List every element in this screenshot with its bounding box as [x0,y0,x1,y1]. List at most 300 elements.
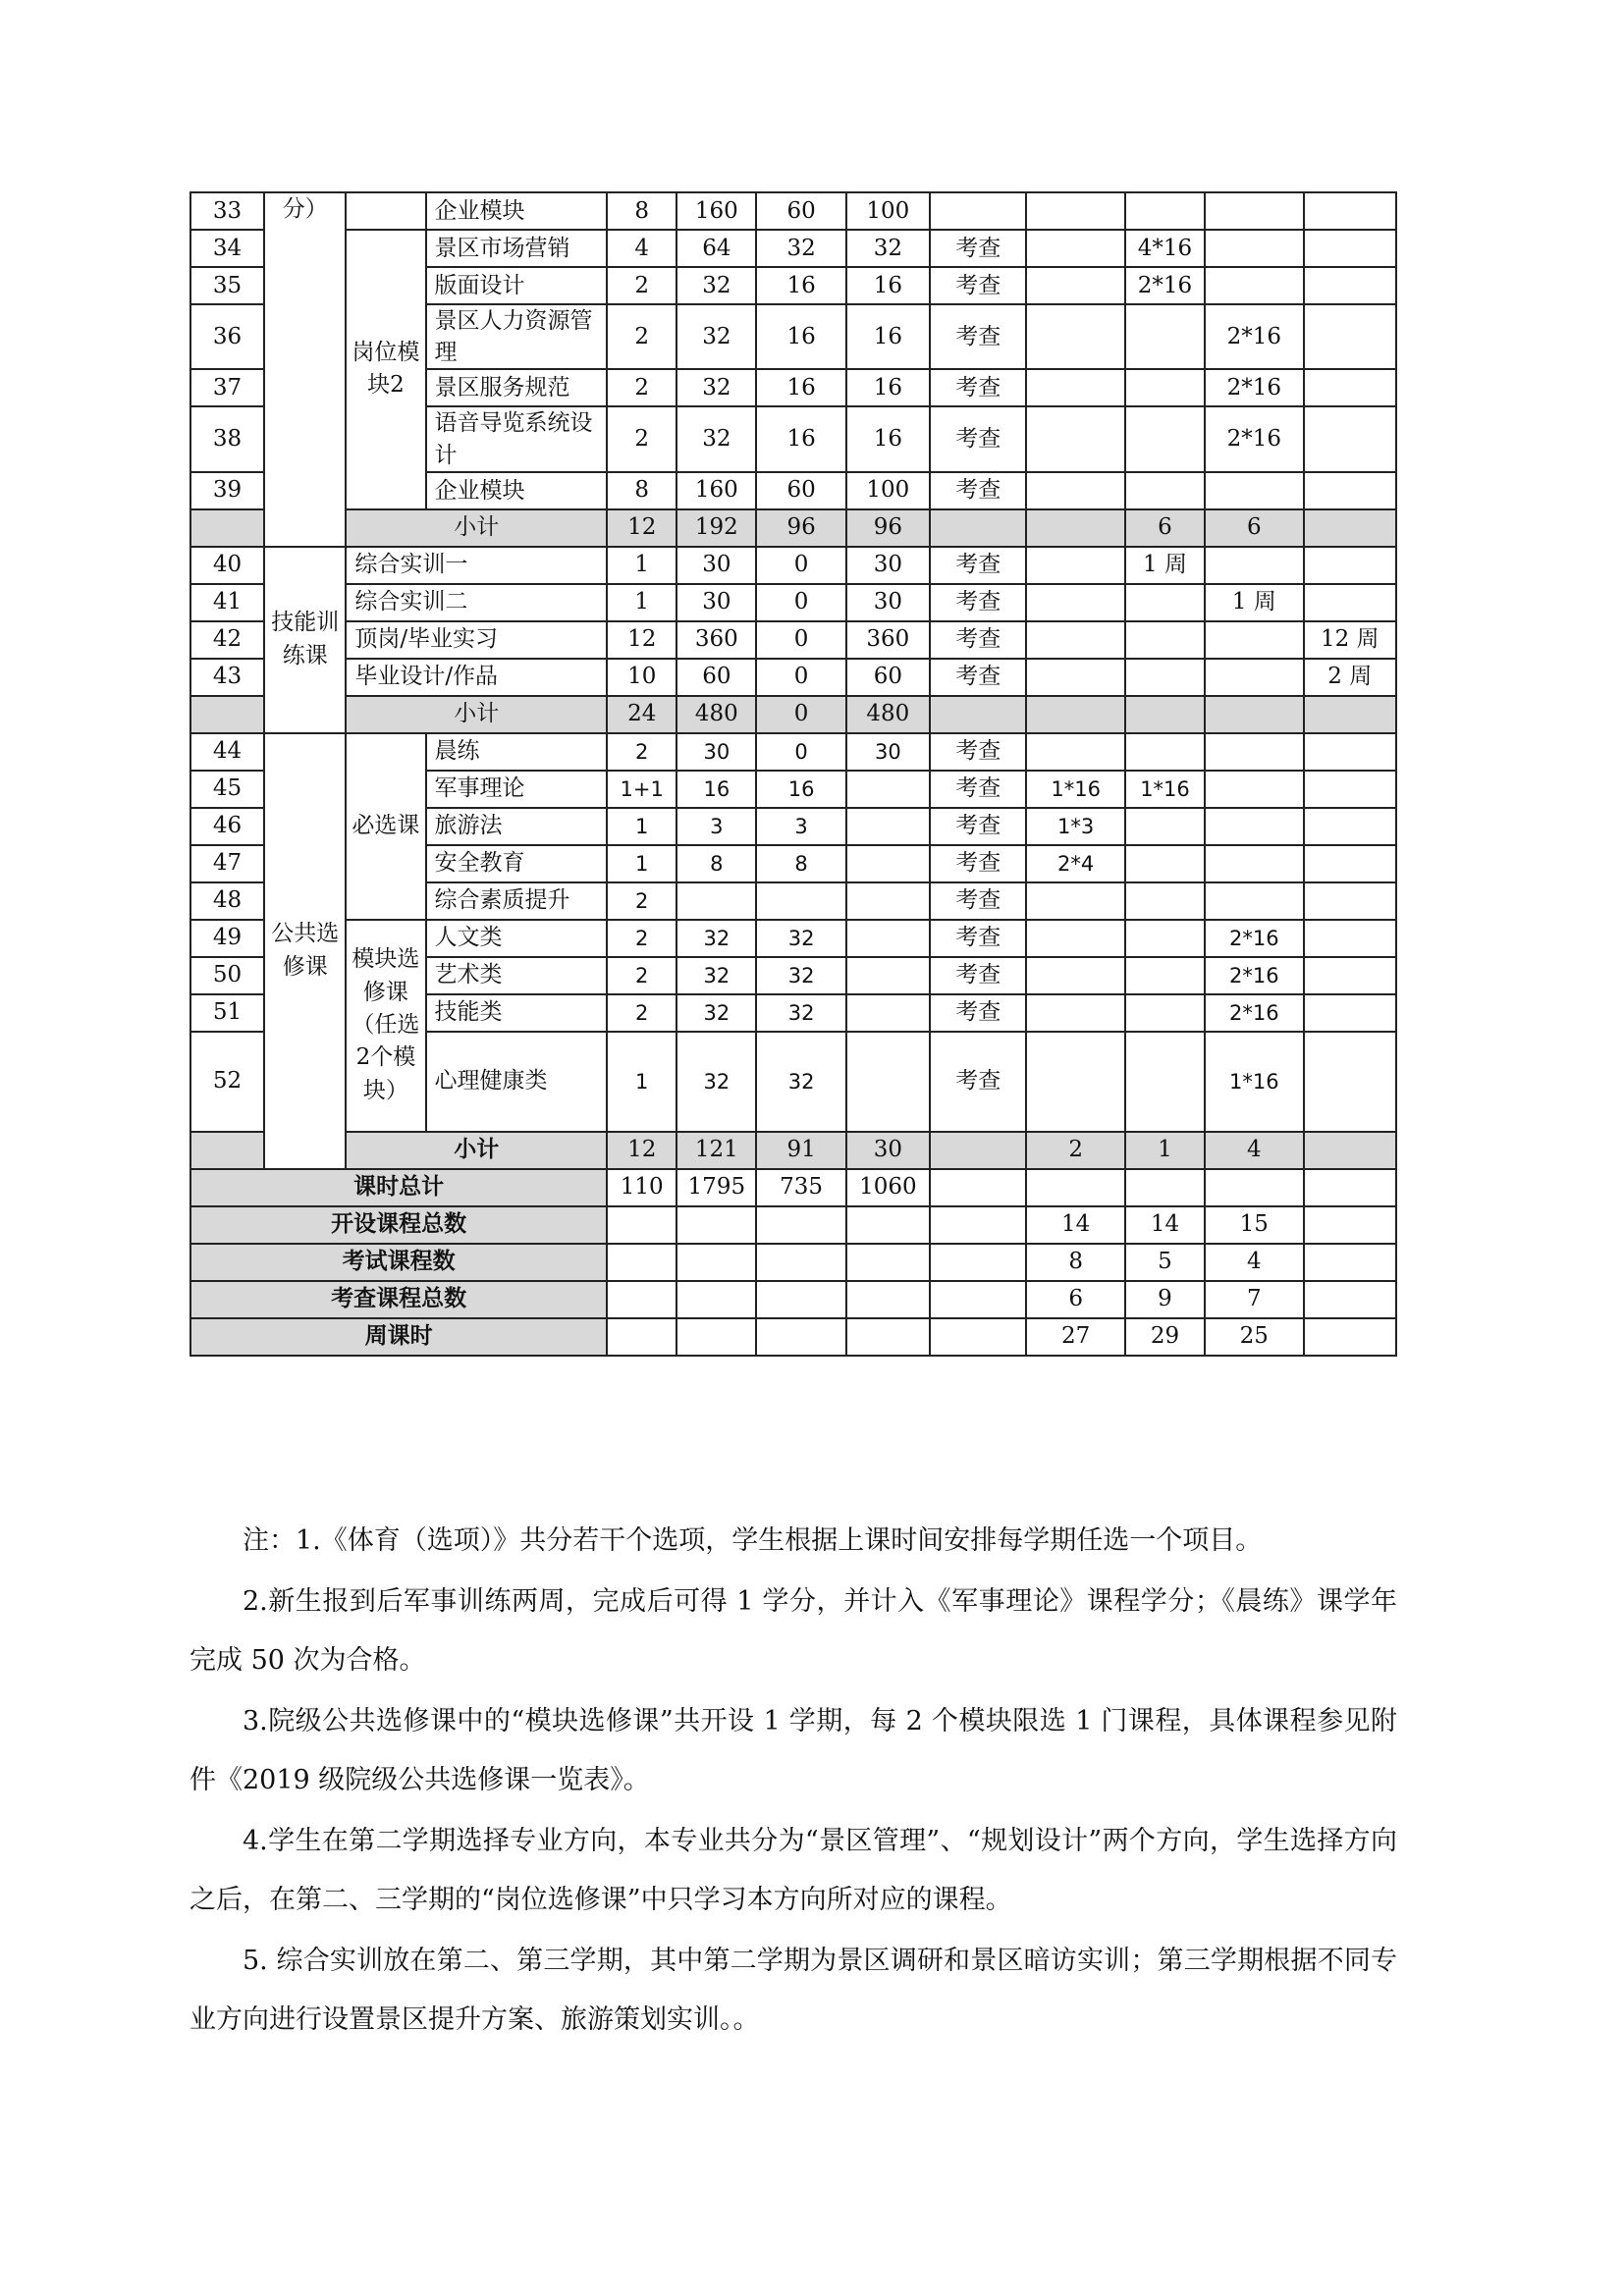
cell-semester-s2 [1125,406,1205,471]
cell-theory [756,882,845,920]
table-row [190,920,1396,957]
cell-semester-s4 [1304,1318,1396,1356]
cell-theory: 0 [756,659,845,696]
cell-semester-s2 [1125,957,1205,994]
cell-total: 32 [676,406,756,471]
cell-semester-s1 [1026,304,1124,369]
cell-practice: 16 [846,406,930,471]
cell-course-name: 综合实训二 [346,584,607,621]
cell-semester-s4 [1304,845,1396,882]
cell-practice: 1060 [846,1169,930,1206]
cell-semester-s4 [1304,584,1396,621]
cell-theory: 735 [756,1169,845,1206]
cell-semester-s1 [1026,659,1124,696]
cell-course-name: 版面设计 [426,267,608,304]
cell-course-name: 人文类 [426,920,608,957]
cell-semester-s1 [1026,584,1124,621]
cell-semester-s2 [1125,659,1205,696]
cell-theory: 60 [756,192,845,230]
cell-practice [846,1318,930,1356]
cell-total: 30 [676,547,756,584]
cell-semester-s3 [1205,696,1303,733]
cell-semester-s2 [1125,808,1205,845]
cell-total: 64 [676,230,756,267]
cell-practice: 16 [846,304,930,369]
cell-theory: 32 [756,957,845,994]
cell-total: 30 [676,733,756,771]
cell-credit [607,1244,676,1281]
note-4: 4.学生在第二学期选择专业方向，本专业共分为“景区管理”、“规划设计”两个方向，学生选择方向之后，在第二、三学期的“岗位选修课”中只学习本方向所对应的课程。 [189,1826,1397,1915]
cell-semester-s3 [1205,192,1303,230]
cell-assessment [930,696,1026,733]
cell-semester-s2 [1125,1169,1205,1206]
module-cell-elective: 模块选修课（任选2个模块） [346,920,425,1132]
cell-assessment: 考查 [930,230,1026,267]
cell-semester-s3: 2*16 [1205,920,1303,957]
cell-practice [846,920,930,957]
cell-credit: 24 [607,696,676,733]
cell-semester-s3: 4 [1205,1132,1303,1169]
cell-assessment: 考查 [930,406,1026,471]
cell-semester-s4 [1304,304,1396,369]
cell-total: 192 [676,509,756,547]
cell-credit: 4 [607,230,676,267]
cell-total: 32 [676,304,756,369]
cell-credit: 12 [607,509,676,547]
cell-semester-s3 [1205,621,1303,659]
cell-index: 39 [190,472,264,509]
cell-practice [846,1244,930,1281]
cell-credit: 1 [607,1032,676,1132]
cell-semester-s2 [1125,733,1205,771]
cell-theory [756,1281,845,1318]
cell-total: 160 [676,472,756,509]
cell-semester-s3: 2*16 [1205,406,1303,471]
cell-semester-s4 [1304,547,1396,584]
cell-practice: 100 [846,472,930,509]
cell-course-name: 综合实训一 [346,547,607,584]
cell-practice: 30 [846,584,930,621]
subtotal-label: 小计 [346,696,607,733]
table-row [190,192,1396,230]
cell-semester-s4 [1304,1206,1396,1244]
cell-index: 35 [190,267,264,304]
category-cell: 公共选修课 [264,733,346,1169]
cell-semester-s3: 6 [1205,509,1303,547]
cell-semester-s3 [1205,1169,1303,1206]
cell-practice: 16 [846,369,930,406]
cell-practice [846,845,930,882]
cell-total: 16 [676,771,756,808]
cell-practice: 100 [846,192,930,230]
cell-assessment: 考查 [930,621,1026,659]
cell-credit: 1 [607,808,676,845]
cell-semester-s1: 1*3 [1026,808,1124,845]
cell-course-name: 军事理论 [426,771,608,808]
cell-total: 3 [676,808,756,845]
cell-semester-s4 [1304,1132,1396,1169]
cell-course-name: 技能类 [426,994,608,1032]
cell-course-name: 语音导览系统设计 [426,406,608,471]
cell-semester-s1: 2 [1026,1132,1124,1169]
cell-index: 46 [190,808,264,845]
cell-semester-s2 [1125,845,1205,882]
cell-total: 121 [676,1132,756,1169]
cell-total: 360 [676,621,756,659]
cell-semester-s1 [1026,267,1124,304]
cell-index: 41 [190,584,264,621]
cell-semester-s1 [1026,509,1124,547]
table-row [190,230,1396,267]
cell-semester-s4 [1304,957,1396,994]
subtotal-label: 小计 [346,509,607,547]
cell-index: 48 [190,882,264,920]
cell-index: 34 [190,230,264,267]
cell-credit: 10 [607,659,676,696]
cell-total: 60 [676,659,756,696]
cell-semester-s3: 4 [1205,1244,1303,1281]
cell-semester-s2 [1125,882,1205,920]
cell-practice: 360 [846,621,930,659]
cell-semester-s1 [1026,406,1124,471]
cell-semester-s4 [1304,369,1396,406]
cell-theory: 32 [756,920,845,957]
module-cell: 岗位模块2 [346,230,425,509]
cell-semester-s1 [1026,369,1124,406]
cell-index: 45 [190,771,264,808]
cell-credit: 12 [607,621,676,659]
cell-semester-s2: 4*16 [1125,230,1205,267]
cell-semester-s3: 1*16 [1205,1032,1303,1132]
cell-index: 37 [190,369,264,406]
cell-credit: 2 [607,920,676,957]
cell-semester-s2 [1125,920,1205,957]
cell-semester-s2 [1125,192,1205,230]
cell-index: 33 [190,192,264,230]
cell-course-name: 艺术类 [426,957,608,994]
cell-practice: 32 [846,230,930,267]
cell-semester-s1 [1026,920,1124,957]
cell-theory: 16 [756,267,845,304]
cell-credit: 2 [607,304,676,369]
cell-course-name: 景区服务规范 [426,369,608,406]
cell-theory: 91 [756,1132,845,1169]
cell-practice [846,771,930,808]
cell-assessment: 考查 [930,994,1026,1032]
summary-label: 考试课程数 [190,1244,607,1281]
cell-index-empty [190,1132,264,1169]
cell-course-name: 企业模块 [426,192,608,230]
cell-semester-s2: 2*16 [1125,267,1205,304]
cell-semester-s3: 25 [1205,1318,1303,1356]
cell-semester-s1: 6 [1026,1281,1124,1318]
summary-row [190,1206,1396,1244]
category-cell: 技能训练课 [264,547,346,733]
cell-assessment: 考查 [930,920,1026,957]
table-row [190,733,1396,771]
cell-credit [607,1318,676,1356]
cell-semester-s4 [1304,230,1396,267]
cell-practice: 30 [846,547,930,584]
cell-practice: 30 [846,733,930,771]
summary-row [190,1169,1396,1206]
cell-practice [846,882,930,920]
cell-assessment: 考查 [930,845,1026,882]
table-row [190,584,1396,621]
cell-semester-s1 [1026,472,1124,509]
cell-index: 40 [190,547,264,584]
cell-semester-s4 [1304,1244,1396,1281]
cell-semester-s1 [1026,230,1124,267]
cell-semester-s3 [1205,771,1303,808]
cell-assessment [930,1281,1026,1318]
cell-credit: 2 [607,882,676,920]
cell-assessment: 考查 [930,547,1026,584]
summary-row [190,1281,1396,1318]
cell-semester-s2: 6 [1125,509,1205,547]
cell-semester-s1: 27 [1026,1318,1124,1356]
cell-credit: 8 [607,192,676,230]
cell-assessment: 考查 [930,584,1026,621]
cell-course-name: 景区市场营销 [426,230,608,267]
cell-index: 47 [190,845,264,882]
cell-index: 44 [190,733,264,771]
cell-credit: 1 [607,845,676,882]
cell-credit [607,1281,676,1318]
cell-index: 43 [190,659,264,696]
cell-index: 38 [190,406,264,471]
cell-practice: 60 [846,659,930,696]
cell-assessment: 考查 [930,659,1026,696]
cell-theory: 60 [756,472,845,509]
table-body [190,192,1396,1356]
cell-total [676,1244,756,1281]
module-cell-empty [346,192,425,230]
cell-credit: 2 [607,406,676,471]
cell-assessment: 考查 [930,267,1026,304]
cell-practice: 16 [846,267,930,304]
cell-theory: 32 [756,230,845,267]
cell-index: 50 [190,957,264,994]
cell-theory: 16 [756,406,845,471]
cell-practice [846,808,930,845]
cell-semester-s1 [1026,621,1124,659]
cell-semester-s3: 2*16 [1205,957,1303,994]
cell-semester-s1 [1026,547,1124,584]
cell-semester-s2: 9 [1125,1281,1205,1318]
cell-total: 32 [676,957,756,994]
note-5: 5. 综合实训放在第二、第三学期，其中第二学期为景区调研和景区暗访实训；第三学期根据不同专业方向进行设置景区提升方案、旅游策划实训。。 [189,1946,1397,2035]
cell-theory: 8 [756,845,845,882]
cell-assessment: 考查 [930,808,1026,845]
cell-credit: 2 [607,733,676,771]
cell-semester-s4 [1304,994,1396,1032]
cell-assessment: 考查 [930,733,1026,771]
cell-semester-s2: 5 [1125,1244,1205,1281]
cell-assessment [930,192,1026,230]
cell-assessment [930,1206,1026,1244]
cell-semester-s2 [1125,696,1205,733]
table-row [190,547,1396,584]
cell-semester-s2: 1*16 [1125,771,1205,808]
cell-semester-s4 [1304,1169,1396,1206]
cell-credit: 2 [607,369,676,406]
cell-assessment [930,1318,1026,1356]
cell-assessment: 考查 [930,882,1026,920]
cell-semester-s2: 29 [1125,1318,1205,1356]
module-cell-required: 必选课 [346,733,425,920]
cell-theory: 16 [756,304,845,369]
cell-semester-s4 [1304,472,1396,509]
cell-semester-s3: 1 周 [1205,584,1303,621]
cell-semester-s1 [1026,696,1124,733]
cell-semester-s3: 2*16 [1205,994,1303,1032]
cell-total: 1795 [676,1169,756,1206]
cell-semester-s1 [1026,994,1124,1032]
summary-label: 周课时 [190,1318,607,1356]
summary-label: 考查课程总数 [190,1281,607,1318]
cell-semester-s2 [1125,1032,1205,1132]
subtotal-row [190,1132,1396,1169]
cell-semester-s3 [1205,659,1303,696]
cell-practice: 96 [846,509,930,547]
cell-practice [846,1206,930,1244]
cell-credit: 2 [607,994,676,1032]
cell-semester-s3: 2*16 [1205,304,1303,369]
cell-semester-s4 [1304,808,1396,845]
cell-semester-s3 [1205,230,1303,267]
cell-index: 52 [190,1032,264,1132]
cell-practice: 480 [846,696,930,733]
cell-semester-s1 [1026,1169,1124,1206]
cell-index: 49 [190,920,264,957]
cell-assessment: 考查 [930,304,1026,369]
summary-label: 开设课程总数 [190,1206,607,1244]
subtotal-label: 小计 [346,1132,607,1169]
cell-semester-s3 [1205,472,1303,509]
cell-semester-s3 [1205,845,1303,882]
cell-semester-s3 [1205,547,1303,584]
cell-practice [846,1281,930,1318]
cell-theory: 32 [756,994,845,1032]
cell-total: 32 [676,1032,756,1132]
cell-semester-s1 [1026,733,1124,771]
cell-course-name: 毕业设计/作品 [346,659,607,696]
cell-index: 42 [190,621,264,659]
cell-course-name: 顶岗/毕业实习 [346,621,607,659]
cell-semester-s1 [1026,192,1124,230]
cell-credit: 8 [607,472,676,509]
cell-total: 32 [676,369,756,406]
cell-semester-s2 [1125,621,1205,659]
cell-course-name: 综合素质提升 [426,882,608,920]
cell-semester-s1: 1*16 [1026,771,1124,808]
cell-assessment [930,1244,1026,1281]
cell-practice [846,994,930,1032]
cell-theory: 0 [756,584,845,621]
cell-semester-s1 [1026,882,1124,920]
cell-semester-s2: 14 [1125,1206,1205,1244]
cell-semester-s2 [1125,369,1205,406]
cell-semester-s4 [1304,696,1396,733]
cell-total [676,1206,756,1244]
notes-section [189,1512,1397,2052]
table-row [190,659,1396,696]
cell-semester-s3: 7 [1205,1281,1303,1318]
cell-assessment: 考查 [930,771,1026,808]
cell-credit: 2 [607,957,676,994]
cell-semester-s4: 12 周 [1304,621,1396,659]
subtotal-row [190,509,1396,547]
cell-credit [607,1206,676,1244]
cell-semester-s2 [1125,584,1205,621]
cell-theory: 3 [756,808,845,845]
cell-index: 36 [190,304,264,369]
cell-semester-s2 [1125,472,1205,509]
cell-semester-s4 [1304,406,1396,471]
cell-course-name: 心理健康类 [426,1032,608,1132]
cell-theory [756,1244,845,1281]
cell-assessment: 考查 [930,472,1026,509]
cell-theory: 96 [756,509,845,547]
subtotal-row [190,696,1396,733]
cell-semester-s1 [1026,1032,1124,1132]
cell-semester-s4 [1304,882,1396,920]
cell-credit: 2 [607,267,676,304]
cell-index-empty [190,509,264,547]
cell-practice: 30 [846,1132,930,1169]
cell-semester-s2: 1 周 [1125,547,1205,584]
cell-theory: 0 [756,547,845,584]
summary-row [190,1244,1396,1281]
cell-semester-s4 [1304,771,1396,808]
cell-theory: 32 [756,1032,845,1132]
cell-assessment [930,1132,1026,1169]
cell-semester-s3: 2*16 [1205,369,1303,406]
cell-semester-s2 [1125,304,1205,369]
cell-semester-s4 [1304,267,1396,304]
cell-total [676,882,756,920]
cell-course-name: 旅游法 [426,808,608,845]
cell-semester-s4 [1304,192,1396,230]
summary-label: 课时总计 [190,1169,607,1206]
cell-theory [756,1206,845,1244]
cell-index: 51 [190,994,264,1032]
cell-credit: 1+1 [607,771,676,808]
cell-semester-s1: 14 [1026,1206,1124,1244]
note-1: 注：1.《体育（选项）》共分若干个选项，学生根据上课时间安排每学期任选一个项目。 [243,1525,1263,1556]
cell-credit: 12 [607,1132,676,1169]
cell-total [676,1318,756,1356]
cell-semester-s4 [1304,509,1396,547]
cell-course-name: 晨练 [426,733,608,771]
cell-theory: 0 [756,696,845,733]
cell-total [676,1281,756,1318]
category-cell: 分） [264,192,346,547]
cell-credit: 1 [607,584,676,621]
cell-semester-s3 [1205,882,1303,920]
cell-assessment: 考查 [930,957,1026,994]
cell-theory: 0 [756,621,845,659]
cell-theory: 0 [756,733,845,771]
course-schedule-table [189,191,1397,1357]
note-3: 3.院级公共选修课中的“模块选修课”共开设 1 学期，每 2 个模块限选 1 门课程，具体课程参见附件《2019 级院级公共选修课一览表》。 [189,1706,1397,1795]
cell-semester-s3 [1205,808,1303,845]
cell-total: 8 [676,845,756,882]
cell-course-name: 企业模块 [426,472,608,509]
cell-course-name: 景区人力资源管理 [426,304,608,369]
cell-semester-s2 [1125,994,1205,1032]
